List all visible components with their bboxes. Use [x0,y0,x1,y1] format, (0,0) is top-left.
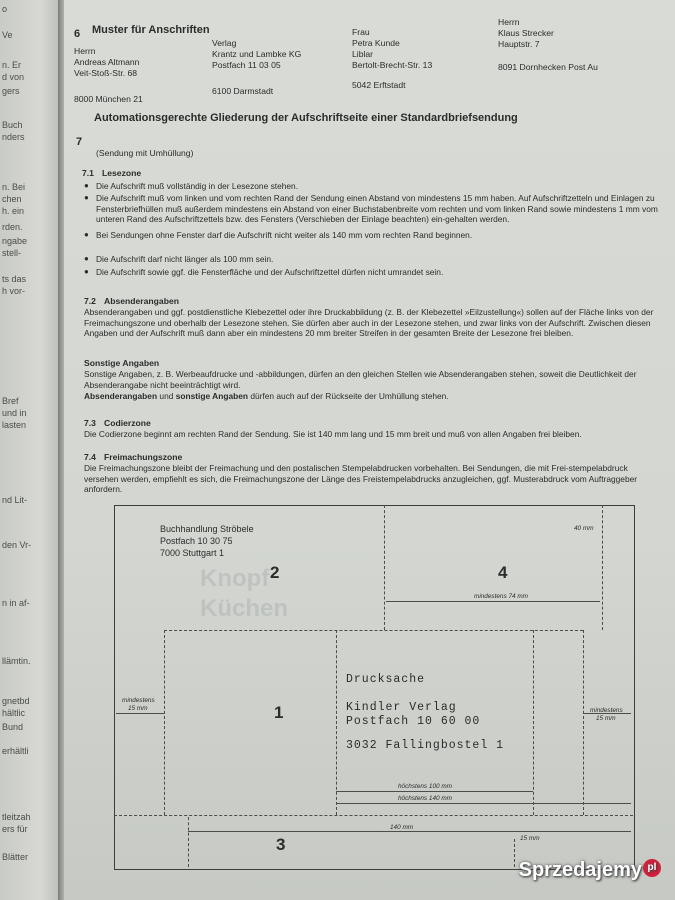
address-4-salutation: Herrn [498,17,520,27]
left-fragment: h. ein [2,206,25,216]
watermark-badge: pl [643,859,661,877]
s74-text: Die Freimachungszone bleibt der Freimachung und den postalischen Stempelabdrucken vorbehalten. Bei Sendungen, die mit Frei-stempelabdruck versehen werden, empfiehlt es sich, die Freimachungszone der Länge des Freistempelabdrucks anzugleichen, ggf. Musterabdruck vom Auftraggeber anfordern. [84,463,638,495]
left-fragment: n. Er [2,60,22,70]
ghost-print-text: Knopf [200,565,270,592]
address-4-name: Klaus Strecker [498,28,554,38]
left-fragment: o [2,4,8,14]
dim-label-140mm: 140 mm [390,824,414,831]
address-1-salutation: Herrn [74,46,96,56]
sonstige-note-bold: sonstige Angaben [175,391,248,401]
left-fragment: Blätter [2,852,29,862]
address-1-street: Veit-Stoß-Str. 68 [74,68,138,78]
watermark-text: Sprzedajemy [518,859,642,881]
left-fragment: Buch [2,120,23,130]
s71-number: 7.1 [82,168,94,178]
left-fragment: n in af- [2,598,30,608]
address-2-city: 6100 Darmstadt [212,86,274,96]
dim-label-max100: höchstens 100 mm [398,783,452,790]
codierzone-left-line [188,817,189,867]
codierzone-top-line [114,815,633,816]
s72-text: Absenderangaben und ggf. postdienstliche Klebezettel oder ihre Druckabbildung (z. B. der Klebezettel »Eilzustellung«) sollen auf der Fläche links von der Freimachungszone und oberhalb der Lesezone stehen. Sie dürfen aber auch in der Lesezone stehen, und zwar links von der Aufschrift. Zwischen diesen Angaben und der Aufschrift muß dann aber ein mindestens 20 mm breiter Streifen in der gesamten Breite der Lesezone frei bleiben. [84,307,654,339]
s71-title: Lesezone [102,168,142,178]
dim-label-min74mm: mindestens 74 mm [474,593,528,600]
left-fragment: Bref [2,396,19,406]
sender-line: Postfach 10 30 75 [160,536,233,546]
ghost-print-text: Küchen [200,595,289,622]
lesezone-right-line [583,630,584,815]
left-fragment: und in [2,408,27,418]
left-fragment: nders [2,132,25,142]
left-fragment: tleitzah [2,812,31,822]
s71-bullet: ● Die Aufschrift darf nicht länger als 100 mm sein. [96,254,656,265]
sonstige-note [84,391,664,402]
envelope-diagram [114,505,635,870]
dim-arrow-140mm [188,831,631,832]
watermark-logo [519,859,661,882]
dim-arrow-max100 [336,791,533,792]
sender-line: Buchhandlung Ströbele [160,524,254,534]
section-7-subtitle: (Sendung mit Umhüllung) [96,148,194,158]
codierzone-inner-line [514,839,515,867]
left-fragment: lasten [2,420,27,430]
recipient-line: Kindler Verlag [346,701,457,714]
dim-label-right-15mm: 15 mm [596,715,616,722]
sender-line: 7000 Stuttgart 1 [160,548,225,558]
left-fragment: stell- [2,248,22,258]
left-fragment: ts das [2,274,27,284]
s73-number: 7.3 [84,418,96,428]
dim-label-left-min: mindestens [122,697,155,704]
address-1-name: Andreas Altmann [74,57,140,67]
recipient-line: 3032 Fallingbostel 1 [346,739,505,752]
section-7-title: Automationsgerechte Gliederung der Aufschriftseite einer Standardbriefsendung [94,112,518,124]
address-1-city: 8000 München 21 [74,94,143,104]
left-fragment: llämtin. [2,656,31,666]
s74-title: Freimachungszone [104,452,183,462]
freimachung-divider [384,505,385,630]
sonstige-title: Sonstige Angaben [84,358,160,368]
left-fragment: gnetbd [2,696,30,706]
zone-number-1: 1 [274,703,284,722]
s71-bullet: ● Die Aufschrift muß vollständig in der Lesezone stehen. [96,181,656,192]
address-start-line [336,630,337,815]
s73-title: Codierzone [104,418,151,428]
sonstige-note-text: und [157,391,176,401]
left-fragment: Ve [2,30,13,40]
section-6-title: Muster für Anschriften [92,24,210,36]
left-fragment: n. Bei [2,182,26,192]
left-fragment: gers [2,86,20,96]
dim-arrow-max140 [336,803,631,804]
left-fragment: rden. [2,222,23,232]
left-fragment: den Vr- [2,540,32,550]
address-3-salutation: Frau [352,27,370,37]
address-3-street: Liblar [352,49,374,59]
s71-bullet: ● Die Aufschrift sowie ggf. die Fensterfläche und der Aufschriftzettel dürfen nicht umrandet sein. [96,267,656,278]
section-6-number: 6 [74,28,81,40]
s72-title: Absenderangaben [104,296,179,306]
address-3-name: Petra Kunde [352,38,400,48]
lesezone-top-line [164,630,583,631]
left-fragment: erhältli [2,746,29,756]
address-2-street: Postfach 11 03 05 [212,60,281,70]
sonstige-note-text: dürfen auch auf der Rückseite der Umhüllung stehen. [248,391,449,401]
zone-number-2: 2 [270,563,280,582]
address-4-street: Hauptstr. 7 [498,39,540,49]
left-fragment: nd Lit- [2,495,28,505]
address-2-salutation: Verlag [212,38,237,48]
address-4-city: 8091 Dornhecken Post Au [498,62,598,72]
section-7-number: 7 [76,136,83,148]
left-fragment: chen [2,194,22,204]
document-page [64,0,675,900]
dim-arrow-left-15mm [116,713,164,714]
zone-number-4: 4 [498,563,508,582]
left-fragment: ngabe [2,236,28,246]
sonstige-text: Sonstige Angaben, z. B. Werbeaufdrucke und -abbildungen, dürfen an den gleichen Stellen wie Absenderangaben stehen, soweit die Deutlichkeit der Absenderangabe nicht beeinträchtigt wird. [84,369,637,390]
left-fragment: d von [2,72,25,82]
recipient-line: Drucksache [346,673,426,686]
s73-text: Die Codierzone beginnt am rechten Rand der Sendung. Sie ist 140 mm lang und 15 mm breit und muß von allen Angaben frei bleiben. [84,429,582,439]
dim-arrow-74mm [386,601,600,602]
left-fragment: ers für [2,824,28,834]
dim-label-right-min: mindestens [590,707,623,714]
address-3-extra: Bertolt-Brecht-Str. 13 [352,60,433,70]
recipient-line: Postfach 10 60 00 [346,715,481,728]
left-fragment: Bund [2,722,24,732]
left-fragment: h vor- [2,286,26,296]
dim-label-left-15mm: 15 mm [128,705,148,712]
lesezone-left-line [164,630,165,815]
dim-40mm-line [602,505,603,630]
dim-label-40mm: 40 mm [574,525,594,532]
zone-number-3: 3 [276,835,286,854]
dim-label-max140: höchstens 140 mm [398,795,452,802]
left-fragment: hältlic [2,708,26,718]
s71-bullet: ● Bei Sendungen ohne Fenster darf die Aufschrift nicht weiter als 140 mm vom rechten Rand beginnen. [96,230,656,241]
address-3-city: 5042 Erftstadt [352,80,406,90]
address-end-line [533,630,534,815]
s72-number: 7.2 [84,296,96,306]
sonstige-note-bold: Absenderangaben [84,391,158,401]
dim-label-15mm: 15 mm [520,835,540,842]
s71-bullet: ● Die Aufschrift muß vom linken und vom rechten Rand der Sendung einen Abstand von mindestens 15 mm haben. Auf Aufschriftzetteln und Einlagen zu Fensterbriefhüllen muß außerdem mindestens ein Abstand von einer Buchstabenbreite vom rechten und vom linken Rand sowie mindestens 1 mm vom unteren Rand des Aufschriftzettels bzw. des Fensters (Verschieben der Einlage beachten) ein-gehalten werden. [96,193,664,225]
address-2-name: Krantz und Lambke KG [212,49,302,59]
left-page-edge [0,0,58,900]
s74-number: 7.4 [84,452,96,462]
